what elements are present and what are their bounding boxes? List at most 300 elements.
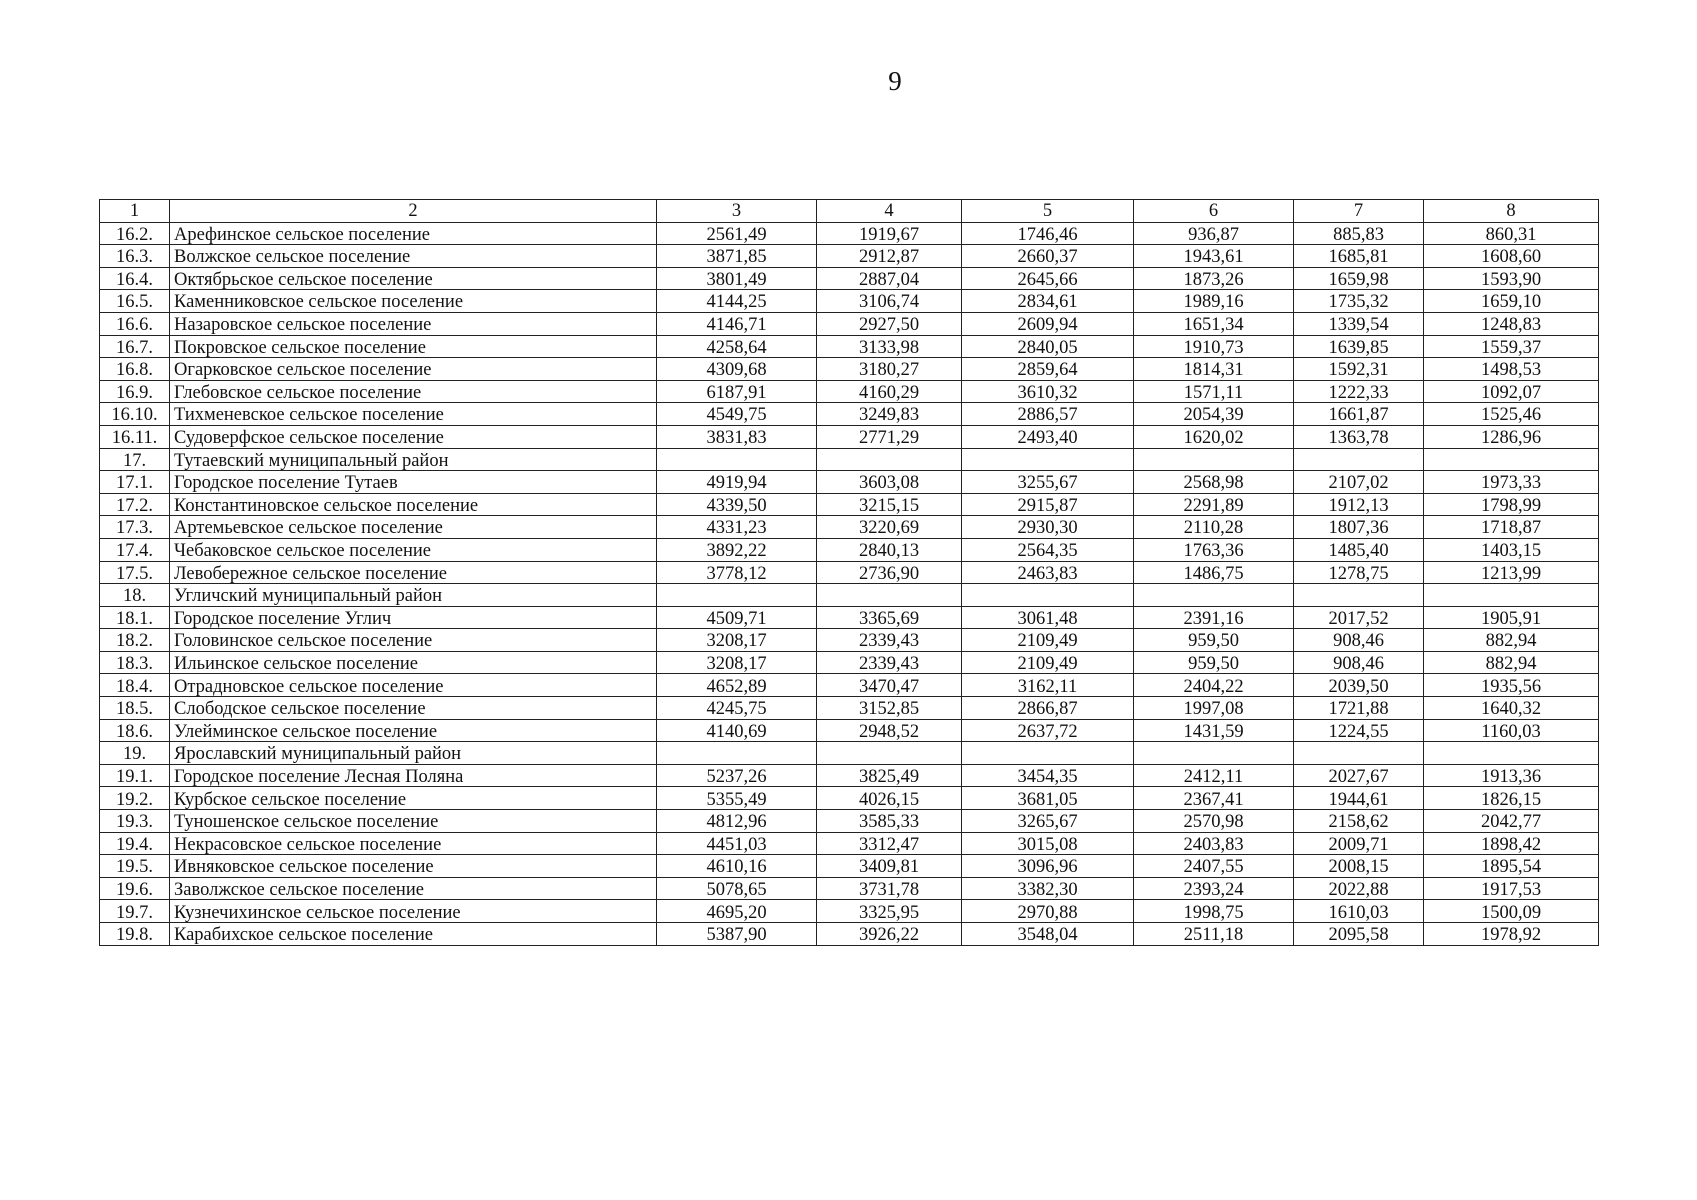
value-cell-col3: 4509,71: [657, 606, 817, 629]
column-header: 5: [962, 200, 1134, 223]
value-cell-col3: 4695,20: [657, 900, 817, 923]
value-cell-col3: 4652,89: [657, 674, 817, 697]
value-cell-col6: 2391,16: [1134, 606, 1294, 629]
settlement-name-cell: Тихменевское сельское поселение: [170, 403, 657, 426]
table-row: [100, 787, 1599, 810]
value-cell-col4: 3220,69: [817, 516, 962, 539]
row-number-cell: 16.10.: [100, 403, 170, 426]
settlement-name-cell: Судоверфское сельское поселение: [170, 425, 657, 448]
table-row: [100, 810, 1599, 833]
value-cell-col7: 1661,87: [1294, 403, 1424, 426]
value-cell-col3: 4451,03: [657, 832, 817, 855]
value-cell-col6: 2404,22: [1134, 674, 1294, 697]
value-cell-col4: 1919,67: [817, 222, 962, 245]
value-cell-col7: 2027,67: [1294, 764, 1424, 787]
value-cell-col4: [817, 584, 962, 607]
value-cell-col8: 1826,15: [1424, 787, 1599, 810]
value-cell-col3: 5387,90: [657, 923, 817, 946]
value-cell-col8: 1559,37: [1424, 335, 1599, 358]
table-row: [100, 719, 1599, 742]
settlement-name-cell: Артемьевское сельское поселение: [170, 516, 657, 539]
value-cell-col4: 3133,98: [817, 335, 962, 358]
value-cell-col8: 1935,56: [1424, 674, 1599, 697]
value-cell-col7: 1592,31: [1294, 358, 1424, 381]
value-cell-col3: 4339,50: [657, 493, 817, 516]
value-cell-col5: 2886,57: [962, 403, 1134, 426]
value-cell-col7: 1339,54: [1294, 312, 1424, 335]
value-cell-col6: 2412,11: [1134, 764, 1294, 787]
row-number-cell: 17.5.: [100, 561, 170, 584]
table-row: [100, 448, 1599, 471]
value-cell-col3: 5237,26: [657, 764, 817, 787]
value-cell-col7: 1659,98: [1294, 267, 1424, 290]
value-cell-col4: [817, 448, 962, 471]
table-row: [100, 900, 1599, 923]
value-cell-col7: [1294, 742, 1424, 765]
value-cell-col7: 1685,81: [1294, 245, 1424, 268]
table-row: [100, 561, 1599, 584]
value-cell-col5: [962, 742, 1134, 765]
column-header: 1: [100, 200, 170, 223]
value-cell-col8: 1798,99: [1424, 493, 1599, 516]
settlement-name-cell: Ярославский муниципальный район: [170, 742, 657, 765]
value-cell-col7: 2008,15: [1294, 855, 1424, 878]
value-cell-col6: 2568,98: [1134, 471, 1294, 494]
settlement-name-cell: Городское поселение Углич: [170, 606, 657, 629]
settlement-name-cell: Карабихское сельское поселение: [170, 923, 657, 946]
settlement-name-cell: Слободское сельское поселение: [170, 697, 657, 720]
value-cell-col7: 1639,85: [1294, 335, 1424, 358]
value-cell-col4: 3106,74: [817, 290, 962, 313]
value-cell-col5: 2609,94: [962, 312, 1134, 335]
value-cell-col5: 3681,05: [962, 787, 1134, 810]
row-number-cell: 16.3.: [100, 245, 170, 268]
column-header: 4: [817, 200, 962, 223]
table-row: [100, 742, 1599, 765]
settlement-name-cell: Отрадновское сельское поселение: [170, 674, 657, 697]
value-cell-col4: 2339,43: [817, 651, 962, 674]
settlement-name-cell: Улейминское сельское поселение: [170, 719, 657, 742]
value-cell-col5: 3610,32: [962, 380, 1134, 403]
row-number-cell: 19.6.: [100, 877, 170, 900]
settlement-name-cell: Волжское сельское поселение: [170, 245, 657, 268]
table-row: [100, 629, 1599, 652]
value-cell-col6: 2393,24: [1134, 877, 1294, 900]
value-cell-col4: 2887,04: [817, 267, 962, 290]
settlement-name-cell: Головинское сельское поселение: [170, 629, 657, 652]
value-cell-col3: 5078,65: [657, 877, 817, 900]
value-cell-col6: 936,87: [1134, 222, 1294, 245]
value-cell-col6: 2367,41: [1134, 787, 1294, 810]
value-cell-col7: 1278,75: [1294, 561, 1424, 584]
settlement-name-cell: Городское поселение Тутаев: [170, 471, 657, 494]
settlement-name-cell: Назаровское сельское поселение: [170, 312, 657, 335]
value-cell-col4: 3825,49: [817, 764, 962, 787]
value-cell-col8: 1895,54: [1424, 855, 1599, 878]
value-cell-col5: 3096,96: [962, 855, 1134, 878]
settlement-name-cell: Левобережное сельское поселение: [170, 561, 657, 584]
value-cell-col7: 1735,32: [1294, 290, 1424, 313]
row-number-cell: 16.6.: [100, 312, 170, 335]
table-header-row: [100, 200, 1599, 223]
value-cell-col5: 3265,67: [962, 810, 1134, 833]
table-row: [100, 222, 1599, 245]
value-cell-col6: 2511,18: [1134, 923, 1294, 946]
value-cell-col4: 3470,47: [817, 674, 962, 697]
value-cell-col5: 3015,08: [962, 832, 1134, 855]
value-cell-col7: 908,46: [1294, 651, 1424, 674]
value-cell-col7: 885,83: [1294, 222, 1424, 245]
settlement-name-cell: Угличский муниципальный район: [170, 584, 657, 607]
value-cell-col5: 2109,49: [962, 629, 1134, 652]
value-cell-col4: 3731,78: [817, 877, 962, 900]
value-cell-col5: [962, 448, 1134, 471]
row-number-cell: 19.7.: [100, 900, 170, 923]
value-cell-col7: 1721,88: [1294, 697, 1424, 720]
table-row: [100, 606, 1599, 629]
table-row: [100, 493, 1599, 516]
value-cell-col3: 2561,49: [657, 222, 817, 245]
value-cell-col7: 1485,40: [1294, 538, 1424, 561]
table-row: [100, 380, 1599, 403]
value-cell-col8: [1424, 448, 1599, 471]
value-cell-col4: 2927,50: [817, 312, 962, 335]
value-cell-col8: 882,94: [1424, 651, 1599, 674]
value-cell-col6: 1431,59: [1134, 719, 1294, 742]
value-cell-col8: 1593,90: [1424, 267, 1599, 290]
value-cell-col5: [962, 584, 1134, 607]
value-cell-col5: 2915,87: [962, 493, 1134, 516]
value-cell-col4: [817, 742, 962, 765]
row-number-cell: 16.8.: [100, 358, 170, 381]
value-cell-col5: 3255,67: [962, 471, 1134, 494]
value-cell-col4: 3152,85: [817, 697, 962, 720]
value-cell-col5: 3548,04: [962, 923, 1134, 946]
value-cell-col7: 1610,03: [1294, 900, 1424, 923]
value-cell-col8: [1424, 742, 1599, 765]
value-cell-col6: 1620,02: [1134, 425, 1294, 448]
value-cell-col3: 4812,96: [657, 810, 817, 833]
value-cell-col6: 1943,61: [1134, 245, 1294, 268]
row-number-cell: 18.3.: [100, 651, 170, 674]
value-cell-col4: 2948,52: [817, 719, 962, 742]
value-cell-col6: 1989,16: [1134, 290, 1294, 313]
value-cell-col5: 3061,48: [962, 606, 1134, 629]
value-cell-col3: 4146,71: [657, 312, 817, 335]
value-cell-col7: 2022,88: [1294, 877, 1424, 900]
value-cell-col3: 3871,85: [657, 245, 817, 268]
settlement-name-cell: Курбское сельское поселение: [170, 787, 657, 810]
value-cell-col5: 2493,40: [962, 425, 1134, 448]
row-number-cell: 17.: [100, 448, 170, 471]
row-number-cell: 17.2.: [100, 493, 170, 516]
value-cell-col3: 3208,17: [657, 651, 817, 674]
settlement-name-cell: Глебовское сельское поселение: [170, 380, 657, 403]
value-cell-col6: 1651,34: [1134, 312, 1294, 335]
row-number-cell: 19.8.: [100, 923, 170, 946]
value-cell-col7: 2017,52: [1294, 606, 1424, 629]
settlement-name-cell: Каменниковское сельское поселение: [170, 290, 657, 313]
value-cell-col6: 1997,08: [1134, 697, 1294, 720]
value-cell-col8: 1913,36: [1424, 764, 1599, 787]
table-row: [100, 923, 1599, 946]
value-cell-col6: 1763,36: [1134, 538, 1294, 561]
table-row: [100, 312, 1599, 335]
value-cell-col6: [1134, 584, 1294, 607]
value-cell-col6: 1910,73: [1134, 335, 1294, 358]
column-header: 3: [657, 200, 817, 223]
row-number-cell: 18.2.: [100, 629, 170, 652]
table-row: [100, 267, 1599, 290]
settlement-name-cell: Константиновское сельское поселение: [170, 493, 657, 516]
settlement-name-cell: Покровское сельское поселение: [170, 335, 657, 358]
row-number-cell: 17.1.: [100, 471, 170, 494]
table-row: [100, 290, 1599, 313]
value-cell-col3: 4919,94: [657, 471, 817, 494]
table-body: [100, 200, 1599, 946]
row-number-cell: 16.2.: [100, 222, 170, 245]
value-cell-col5: 1746,46: [962, 222, 1134, 245]
value-cell-col4: 2339,43: [817, 629, 962, 652]
value-cell-col7: 1363,78: [1294, 425, 1424, 448]
value-cell-col6: 1486,75: [1134, 561, 1294, 584]
value-cell-col8: 1917,53: [1424, 877, 1599, 900]
value-cell-col7: 2158,62: [1294, 810, 1424, 833]
table-row: [100, 697, 1599, 720]
value-cell-col6: 1814,31: [1134, 358, 1294, 381]
column-header: 8: [1424, 200, 1599, 223]
table-row: [100, 245, 1599, 268]
value-cell-col7: 2107,02: [1294, 471, 1424, 494]
value-cell-col6: 1571,11: [1134, 380, 1294, 403]
value-cell-col4: 3365,69: [817, 606, 962, 629]
value-cell-col3: 4309,68: [657, 358, 817, 381]
value-cell-col3: 3778,12: [657, 561, 817, 584]
value-cell-col6: 959,50: [1134, 651, 1294, 674]
value-cell-col3: 4245,75: [657, 697, 817, 720]
value-cell-col8: 1286,96: [1424, 425, 1599, 448]
column-header: 2: [170, 200, 657, 223]
row-number-cell: 19.5.: [100, 855, 170, 878]
value-cell-col3: [657, 448, 817, 471]
value-cell-col5: 2564,35: [962, 538, 1134, 561]
value-cell-col7: 908,46: [1294, 629, 1424, 652]
table-row: [100, 358, 1599, 381]
value-cell-col4: 2840,13: [817, 538, 962, 561]
table-row: [100, 832, 1599, 855]
row-number-cell: 18.6.: [100, 719, 170, 742]
value-cell-col4: 4160,29: [817, 380, 962, 403]
value-cell-col5: 2637,72: [962, 719, 1134, 742]
row-number-cell: 18.: [100, 584, 170, 607]
value-cell-col6: 2570,98: [1134, 810, 1294, 833]
value-cell-col4: 3180,27: [817, 358, 962, 381]
value-cell-col5: 3162,11: [962, 674, 1134, 697]
value-cell-col4: 2771,29: [817, 425, 962, 448]
value-cell-col8: 1640,32: [1424, 697, 1599, 720]
value-cell-col8: 2042,77: [1424, 810, 1599, 833]
column-header: 6: [1134, 200, 1294, 223]
table-row: [100, 674, 1599, 697]
value-cell-col6: [1134, 448, 1294, 471]
value-cell-col8: [1424, 584, 1599, 607]
value-cell-col3: 4331,23: [657, 516, 817, 539]
value-cell-col6: 1873,26: [1134, 267, 1294, 290]
table-row: [100, 516, 1599, 539]
row-number-cell: 19.: [100, 742, 170, 765]
value-cell-col8: 1718,87: [1424, 516, 1599, 539]
value-cell-col7: 2009,71: [1294, 832, 1424, 855]
table-row: [100, 538, 1599, 561]
value-cell-col4: 3585,33: [817, 810, 962, 833]
settlement-name-cell: Городское поселение Лесная Поляна: [170, 764, 657, 787]
value-cell-col5: 2866,87: [962, 697, 1134, 720]
row-number-cell: 16.4.: [100, 267, 170, 290]
settlement-name-cell: Арефинское сельское поселение: [170, 222, 657, 245]
value-cell-col8: 1659,10: [1424, 290, 1599, 313]
settlement-name-cell: Ивняковское сельское поселение: [170, 855, 657, 878]
row-number-cell: 16.7.: [100, 335, 170, 358]
row-number-cell: 17.4.: [100, 538, 170, 561]
settlement-name-cell: Чебаковское сельское поселение: [170, 538, 657, 561]
value-cell-col4: 3249,83: [817, 403, 962, 426]
value-cell-col6: 2054,39: [1134, 403, 1294, 426]
value-cell-col6: 2291,89: [1134, 493, 1294, 516]
value-cell-col5: 3382,30: [962, 877, 1134, 900]
value-cell-col5: 2109,49: [962, 651, 1134, 674]
value-cell-col3: [657, 584, 817, 607]
settlement-name-cell: Ильинское сельское поселение: [170, 651, 657, 674]
row-number-cell: 19.2.: [100, 787, 170, 810]
row-number-cell: 19.1.: [100, 764, 170, 787]
value-cell-col3: 4549,75: [657, 403, 817, 426]
table-row: [100, 403, 1599, 426]
value-cell-col4: 2912,87: [817, 245, 962, 268]
value-cell-col3: 3831,83: [657, 425, 817, 448]
settlement-name-cell: Тутаевский муниципальный район: [170, 448, 657, 471]
table-row: [100, 425, 1599, 448]
row-number-cell: 19.3.: [100, 810, 170, 833]
table-row: [100, 335, 1599, 358]
value-cell-col5: 2859,64: [962, 358, 1134, 381]
value-cell-col6: 1998,75: [1134, 900, 1294, 923]
value-cell-col3: 5355,49: [657, 787, 817, 810]
value-cell-col4: 4026,15: [817, 787, 962, 810]
value-cell-col6: [1134, 742, 1294, 765]
row-number-cell: 16.11.: [100, 425, 170, 448]
value-cell-col8: 1160,03: [1424, 719, 1599, 742]
table-row: [100, 877, 1599, 900]
value-cell-col7: [1294, 448, 1424, 471]
data-table: [99, 199, 1599, 946]
settlement-name-cell: Кузнечихинское сельское поселение: [170, 900, 657, 923]
value-cell-col8: 1248,83: [1424, 312, 1599, 335]
settlement-name-cell: Огарковское сельское поселение: [170, 358, 657, 381]
page-number: 9: [888, 66, 902, 96]
value-cell-col7: 2095,58: [1294, 923, 1424, 946]
value-cell-col7: [1294, 584, 1424, 607]
value-cell-col5: 2970,88: [962, 900, 1134, 923]
value-cell-col8: 1978,92: [1424, 923, 1599, 946]
value-cell-col6: 2403,83: [1134, 832, 1294, 855]
value-cell-col8: 1898,42: [1424, 832, 1599, 855]
value-cell-col8: 1525,46: [1424, 403, 1599, 426]
value-cell-col5: 2834,61: [962, 290, 1134, 313]
value-cell-col3: 3801,49: [657, 267, 817, 290]
value-cell-col3: 3208,17: [657, 629, 817, 652]
value-cell-col3: 4610,16: [657, 855, 817, 878]
value-cell-col3: 4258,64: [657, 335, 817, 358]
value-cell-col4: 3409,81: [817, 855, 962, 878]
value-cell-col4: 2736,90: [817, 561, 962, 584]
value-cell-col4: 3215,15: [817, 493, 962, 516]
value-cell-col5: 2930,30: [962, 516, 1134, 539]
settlement-name-cell: Октябрьское сельское поселение: [170, 267, 657, 290]
value-cell-col8: 882,94: [1424, 629, 1599, 652]
value-cell-col7: 2039,50: [1294, 674, 1424, 697]
row-number-cell: 17.3.: [100, 516, 170, 539]
settlement-name-cell: Туношенское сельское поселение: [170, 810, 657, 833]
value-cell-col8: 1973,33: [1424, 471, 1599, 494]
settlement-name-cell: Некрасовское сельское поселение: [170, 832, 657, 855]
value-cell-col5: 2645,66: [962, 267, 1134, 290]
value-cell-col4: 3312,47: [817, 832, 962, 855]
value-cell-col5: 3454,35: [962, 764, 1134, 787]
value-cell-col3: 4144,25: [657, 290, 817, 313]
value-cell-col3: 4140,69: [657, 719, 817, 742]
value-cell-col3: 6187,91: [657, 380, 817, 403]
value-cell-col7: 1912,13: [1294, 493, 1424, 516]
settlement-name-cell: Заволжское сельское поселение: [170, 877, 657, 900]
column-header: 7: [1294, 200, 1424, 223]
value-cell-col7: 1807,36: [1294, 516, 1424, 539]
value-cell-col4: 3325,95: [817, 900, 962, 923]
value-cell-col5: 2660,37: [962, 245, 1134, 268]
value-cell-col8: 1500,09: [1424, 900, 1599, 923]
table-row: [100, 471, 1599, 494]
value-cell-col3: [657, 742, 817, 765]
value-cell-col8: 1403,15: [1424, 538, 1599, 561]
value-cell-col4: 3603,08: [817, 471, 962, 494]
value-cell-col7: 1224,55: [1294, 719, 1424, 742]
value-cell-col3: 3892,22: [657, 538, 817, 561]
value-cell-col6: 2407,55: [1134, 855, 1294, 878]
table-row: [100, 584, 1599, 607]
row-number-cell: 18.5.: [100, 697, 170, 720]
value-cell-col6: 2110,28: [1134, 516, 1294, 539]
value-cell-col6: 959,50: [1134, 629, 1294, 652]
row-number-cell: 16.5.: [100, 290, 170, 313]
value-cell-col7: 1944,61: [1294, 787, 1424, 810]
value-cell-col8: 1498,53: [1424, 358, 1599, 381]
value-cell-col8: 1092,07: [1424, 380, 1599, 403]
value-cell-col8: 1905,91: [1424, 606, 1599, 629]
value-cell-col8: 1608,60: [1424, 245, 1599, 268]
row-number-cell: 18.1.: [100, 606, 170, 629]
value-cell-col5: 2840,05: [962, 335, 1134, 358]
table-row: [100, 855, 1599, 878]
value-cell-col4: 3926,22: [817, 923, 962, 946]
value-cell-col8: 860,31: [1424, 222, 1599, 245]
value-cell-col7: 1222,33: [1294, 380, 1424, 403]
row-number-cell: 16.9.: [100, 380, 170, 403]
table-row: [100, 764, 1599, 787]
row-number-cell: 18.4.: [100, 674, 170, 697]
row-number-cell: 19.4.: [100, 832, 170, 855]
table-row: [100, 651, 1599, 674]
value-cell-col8: 1213,99: [1424, 561, 1599, 584]
value-cell-col5: 2463,83: [962, 561, 1134, 584]
